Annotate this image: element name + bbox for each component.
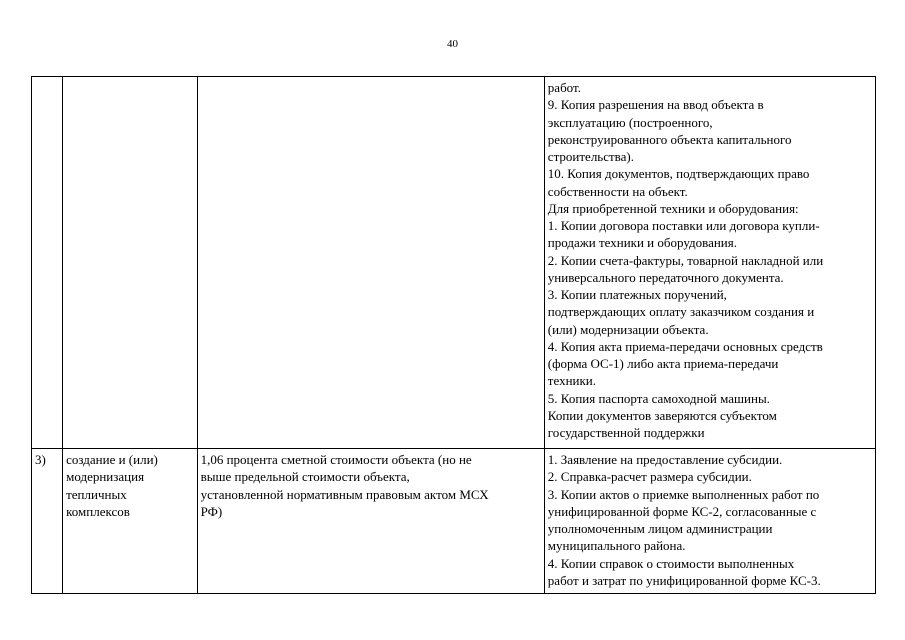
- subsidy-size-cell: [197, 449, 544, 594]
- text-line: работ и затрат по унифицированной форме КС-3.: [547, 572, 821, 588]
- text-line: государственной поддержки: [547, 425, 705, 440]
- text-line: (или) модернизации объекта.: [547, 321, 709, 337]
- row-number-cell: 3): [32, 449, 63, 594]
- text-line: 3. Копии платежных поручений,: [547, 287, 727, 302]
- documents-cell: [544, 449, 875, 594]
- text-line: создание и (или): [66, 452, 158, 467]
- text-line: комплексов: [66, 503, 130, 519]
- text-line: уполномоченным лицом администрации: [547, 521, 773, 536]
- purpose-cell: [63, 77, 197, 449]
- text-line: подтверждающих оплату заказчиком создания и: [547, 304, 815, 320]
- requirements-table: [31, 76, 876, 594]
- text-line: универсального передаточного документа.: [547, 269, 784, 285]
- purpose-cell: [63, 449, 197, 594]
- text-line: модернизация: [66, 469, 145, 485]
- text-line: работ.: [547, 80, 581, 95]
- text-line: продажи техники и оборудования.: [547, 235, 737, 251]
- text-line: 2. Копии счета-фактуры, товарной накладной или: [547, 252, 824, 268]
- subsidy-size-cell: [197, 77, 544, 449]
- row-number-cell: [32, 77, 63, 449]
- text-line: реконструированного объекта капитального: [547, 131, 792, 147]
- text-line: 5. Копия паспорта самоходной машины.: [547, 390, 770, 406]
- text-line: техники.: [547, 373, 597, 389]
- text-line: (форма ОС-1) либо акта приема-передачи: [547, 356, 779, 371]
- text-line: установленной нормативным правовым актом МСХ: [200, 486, 489, 502]
- text-line: 1,06 процента сметной стоимости объекта (но не: [200, 452, 472, 467]
- text-line: РФ): [200, 503, 223, 519]
- text-line: 10. Копия документов, подтверждающих право: [547, 166, 810, 182]
- text-line: Копии документов заверяются субъектом: [547, 407, 777, 423]
- text-line: 4. Копии справок о стоимости выполненных: [547, 555, 795, 571]
- text-line: строительства).: [547, 149, 634, 164]
- text-line: собственности на объект.: [547, 183, 688, 199]
- text-line: унифицированной форме КС-2, согласованные с: [547, 503, 817, 519]
- documents-cell: [544, 77, 875, 449]
- text-line: выше предельной стоимости объекта,: [200, 469, 410, 485]
- table-row: [32, 449, 876, 594]
- text-line: 1. Копии договора поставки или договора купли-: [547, 218, 820, 233]
- text-line: 3. Копии актов о приемке выполненных работ по: [547, 486, 820, 502]
- page-number: 40: [447, 38, 458, 50]
- text-line: эксплуатацию (построенного,: [547, 114, 713, 130]
- text-line: 1. Заявление на предоставление субсидии.: [547, 452, 783, 467]
- text-line: тепличных: [66, 486, 127, 502]
- text-line: 9. Копия разрешения на ввод объекта в: [547, 97, 764, 113]
- table-row: [32, 77, 876, 449]
- text-line: 2. Справка-расчет размера субсидии.: [547, 469, 752, 485]
- text-line: Для приобретенной техники и оборудования:: [547, 200, 799, 216]
- text-line: 4. Копия акта приема-передачи основных средств: [547, 338, 823, 354]
- text-line: муниципального района.: [547, 538, 686, 554]
